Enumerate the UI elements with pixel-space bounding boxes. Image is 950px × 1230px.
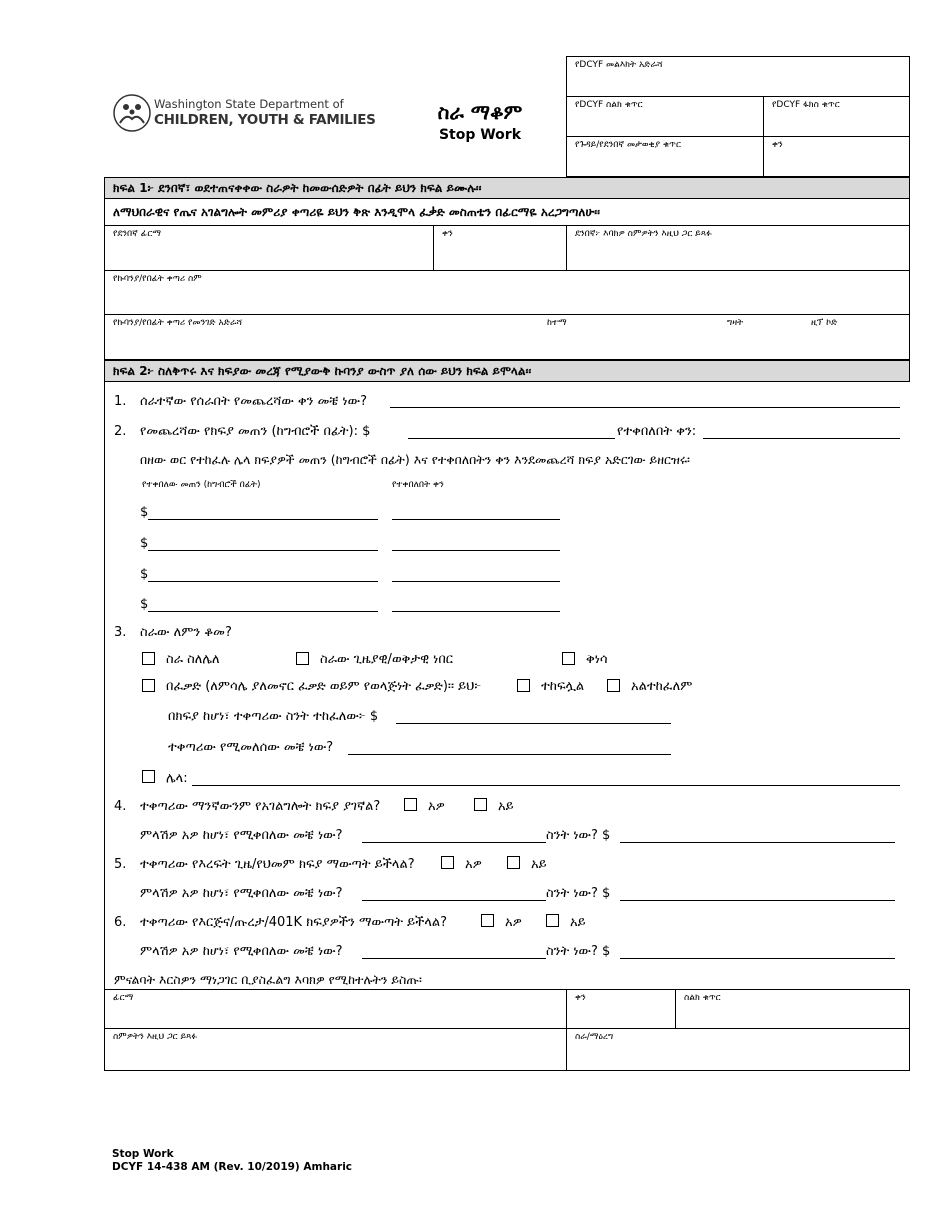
payment-row-3-date[interactable] [392, 581, 560, 582]
q6-how-much-label: ስንት ነው? $ [546, 944, 611, 959]
q5-text: ተቀጣሪው የእረፍት ጊዜ/የህመም ክፍያ ማውጣት ይችላል? [140, 857, 415, 872]
q3-paid-amount-label: በክፍያ ከሆነ፣ ተቀጣሪው ስንት ተከፈለው፦ $ [168, 709, 379, 724]
q2-col-date: የተቀበለበት ቀን [392, 480, 444, 490]
q2-amount-line[interactable] [408, 438, 615, 439]
header-date-label: ቀን [772, 140, 783, 150]
dcyf-phone-field[interactable] [566, 96, 764, 137]
dcyf-address-label: የDCYF መልእክት አድራሻ [575, 60, 663, 70]
employer-address-field[interactable] [104, 314, 910, 360]
q3-return-line[interactable] [348, 754, 671, 755]
q4-how-much-label: ስንት ነው? $ [546, 828, 611, 843]
client-name-field[interactable] [566, 225, 910, 271]
q3-other-line[interactable] [192, 785, 900, 786]
dcyf-fax-field[interactable] [763, 96, 910, 137]
payment-row-1-amount[interactable] [148, 519, 378, 520]
q6-no-checkbox[interactable] [546, 914, 559, 927]
q3-other-checkbox[interactable] [142, 770, 155, 783]
contact-phone-label: ስልክ ቁጥር [684, 993, 721, 1003]
q1-number: 1. [114, 394, 127, 409]
q3-temporary-label: ስራው ጊዜያዊ/ወቅታዊ ነበር [320, 652, 453, 667]
dcyf-address-field[interactable] [566, 56, 910, 97]
q2-instruction: በዘው ወር የተከፈሉ ሌላ ክፍያዎች መጠን (ከግብሮች በፊት) እና የተቀበለበትን ቀን እንደመጨረሻ ክፍያ አድርገው ይዘርዝሩ፡ [140, 452, 690, 467]
q5-if-yes-label: ምላሽዎ አዎ ከሆነ፣ የሚቀበለው መቼ ነው? [140, 886, 343, 901]
q4-yes-checkbox[interactable] [404, 798, 417, 811]
q6-if-yes-label: ምላሽዎ አዎ ከሆነ፣ የሚቀበለው መቼ ነው? [140, 944, 343, 959]
q6-text: ተቀጣሪው የእርጅና/ጡረታ/401K ክፍያዎችን ማውጣት ይችላል? [140, 915, 448, 930]
q6-number: 6. [114, 915, 127, 930]
payment-row-2-dollar: $ [140, 536, 149, 551]
q3-paid-label: ተከፍሏል [541, 679, 585, 694]
q5-how-much-label: ስንት ነው? $ [546, 886, 611, 901]
header-date-field[interactable] [763, 136, 910, 177]
form-title-english: Stop Work [438, 127, 522, 143]
payment-row-4-date[interactable] [392, 611, 560, 612]
section2-title: ክፍል 2፦ ስለቅጥሩ እና ክፍያው መረጃ የሚያውቅ ኩባንያ ውስጥ ያለ ሰው ይህን ክፍል ይሞላል፡፡ [104, 360, 910, 382]
q4-no-label: አይ [498, 799, 514, 814]
zip-label: ዚፕ ኮድ [811, 318, 838, 328]
payment-row-2-date[interactable] [392, 550, 560, 551]
payment-row-4-amount[interactable] [148, 611, 378, 612]
payment-row-1-dollar: $ [140, 505, 149, 520]
payment-row-3-dollar: $ [140, 567, 149, 582]
footer-title: Stop Work [112, 1148, 174, 1160]
q4-when-line[interactable] [362, 842, 546, 843]
org-line1: Washington State Department of [154, 97, 344, 111]
q2-text: የመጨረሻው የክፍያ መጠን (ከግብሮች በፊት): $ [140, 424, 371, 439]
job-title-field[interactable] [566, 1028, 910, 1071]
q2-received-label: የተቀበለበት ቀን: [617, 424, 697, 439]
q5-no-label: አይ [531, 857, 547, 872]
employer-address-label: የኩባንያ/የበፊት ቀጣሪ የመንገድ አድራሻ [113, 318, 243, 328]
q4-number: 4. [114, 799, 127, 814]
consent-statement: ለማህበራዊና የጤና አገልግሎት መምሪያ ቀጣሪዬ ይህን ቅጽ እንዲሞላ ፈቃድ መስጠቴን በፊርማዬ አረጋግጣለሁ፡፡ [113, 205, 600, 219]
q5-no-checkbox[interactable] [507, 856, 520, 869]
employer-name-label: የኩባንያ/የበፊት ቀጣሪ ስም [113, 274, 202, 284]
q4-text: ተቀጣሪው ማንኛውንም የአገልግሎት ክፍያ ያገኛል? [140, 799, 381, 814]
section2-left-border [104, 381, 105, 991]
client-signature-field[interactable] [104, 225, 434, 271]
contact-date-field[interactable] [566, 989, 676, 1029]
dcyf-phone-label: የDCYF ስልክ ቁጥር [575, 100, 643, 110]
state-label: ግዛት [727, 318, 744, 328]
dcyf-logo-icon [112, 93, 152, 133]
q4-amount-line[interactable] [620, 842, 895, 843]
q3-temporary-checkbox[interactable] [296, 652, 309, 665]
q2-col-amount: የተቀበለው መጠን (ከግብሮች በፊት) [142, 480, 261, 490]
job-title-label: ስራ/ማዕረግ [575, 1032, 614, 1042]
q2-number: 2. [114, 424, 127, 439]
case-number-field[interactable] [566, 136, 764, 177]
print-name-field[interactable] [104, 1028, 567, 1071]
q3-no-work-checkbox[interactable] [142, 652, 155, 665]
q3-paid-amount-line[interactable] [396, 723, 671, 724]
q3-unpaid-checkbox[interactable] [607, 679, 620, 692]
form-title-amharic: ስራ ማቆም [437, 100, 523, 124]
client-date-field[interactable] [433, 225, 567, 271]
payment-row-1-date[interactable] [392, 519, 560, 520]
q3-leave-checkbox[interactable] [142, 679, 155, 692]
q1-text: ሰራተኛው የሰራበት የመጨረሻው ቀን መቼ ነው? [140, 394, 367, 409]
q3-number: 3. [114, 625, 127, 640]
print-name-label: ስምዎትን እዚህ ጋር ይጻፉ [113, 1032, 198, 1042]
case-number-label: የጉዳይ/የደንበኛ መታወቂያ ቁጥር [575, 140, 681, 150]
q3-leave-label: በፈቃድ (ለምሳሌ ያለመኖር ፈቃድ ወይም የወላጅነት ፈቃድ)፡፡ ይህ፦ [166, 679, 482, 694]
client-signature-label: የደንበኛ ፊርማ [113, 229, 162, 239]
payment-row-2-amount[interactable] [148, 550, 378, 551]
q4-if-yes-label: ምላሽዎ አዎ ከሆነ፣ የሚቀበለው መቼ ነው? [140, 828, 343, 843]
client-date-label: ቀን [442, 229, 453, 239]
payment-row-4-dollar: $ [140, 597, 149, 612]
dcyf-fax-label: የDCYF ፋክስ ቁጥር [772, 100, 840, 110]
q6-when-line[interactable] [362, 958, 546, 959]
org-line2: CHILDREN, YOUTH & FAMILIES [154, 112, 376, 128]
q5-yes-label: አዎ [465, 857, 482, 872]
footer-form-number: DCYF 14-438 AM (Rev. 10/2019) Amharic [112, 1161, 353, 1173]
q5-amount-line[interactable] [620, 900, 895, 901]
q6-yes-checkbox[interactable] [481, 914, 494, 927]
q1-answer-line[interactable] [390, 407, 900, 408]
section1-statement [104, 198, 910, 226]
q2-received-line[interactable] [703, 438, 900, 439]
section1-title: ክፍል 1፦ ደንበኛ፣ ወደተጠናቀቀው ስራዎት ከመውሰድዎት በፊት ይህን ክፍል ይሙሉ፡፡ [104, 177, 910, 199]
payment-row-3-amount[interactable] [148, 581, 378, 582]
signature-field[interactable] [104, 989, 567, 1029]
dcyf-logo [112, 93, 376, 137]
q3-unpaid-label: አልተከፈለም [631, 679, 693, 694]
q6-amount-line[interactable] [620, 958, 895, 959]
q3-paid-checkbox[interactable] [517, 679, 530, 692]
signature-label: ፊርማ [113, 993, 134, 1003]
q3-layoff-label: ቅነሳ [586, 652, 608, 667]
contact-phone-field[interactable] [675, 989, 910, 1029]
q4-yes-label: አዎ [428, 799, 445, 814]
q3-other-label: ሌላ: [166, 771, 188, 786]
q3-no-work-label: ስራ ስለሌለ [166, 652, 220, 667]
q3-text: ስራው ለምን ቆመ? [140, 625, 232, 640]
q6-no-label: አይ [570, 915, 586, 930]
employer-name-field[interactable] [104, 270, 910, 315]
contact-date-label: ቀን [575, 993, 586, 1003]
q5-number: 5. [114, 857, 127, 872]
q4-no-checkbox[interactable] [474, 798, 487, 811]
contact-note: ምናልባት እርስዎን ማነጋገር ቢያስፈልግ እባክዎ የሚከተሉትን ይስጡ፡ [114, 972, 422, 987]
q5-when-line[interactable] [362, 900, 546, 901]
q5-yes-checkbox[interactable] [441, 856, 454, 869]
q6-yes-label: አዎ [505, 915, 522, 930]
city-label: ከተማ [547, 318, 567, 328]
q3-return-label: ተቀጣሪው የሚመለሰው መቼ ነው? [168, 740, 334, 755]
q3-layoff-checkbox[interactable] [562, 652, 575, 665]
client-name-label: ደንበኛ፦ እባክዎ ስምዎትን እዚህ ጋር ይጻፉ [575, 229, 712, 239]
